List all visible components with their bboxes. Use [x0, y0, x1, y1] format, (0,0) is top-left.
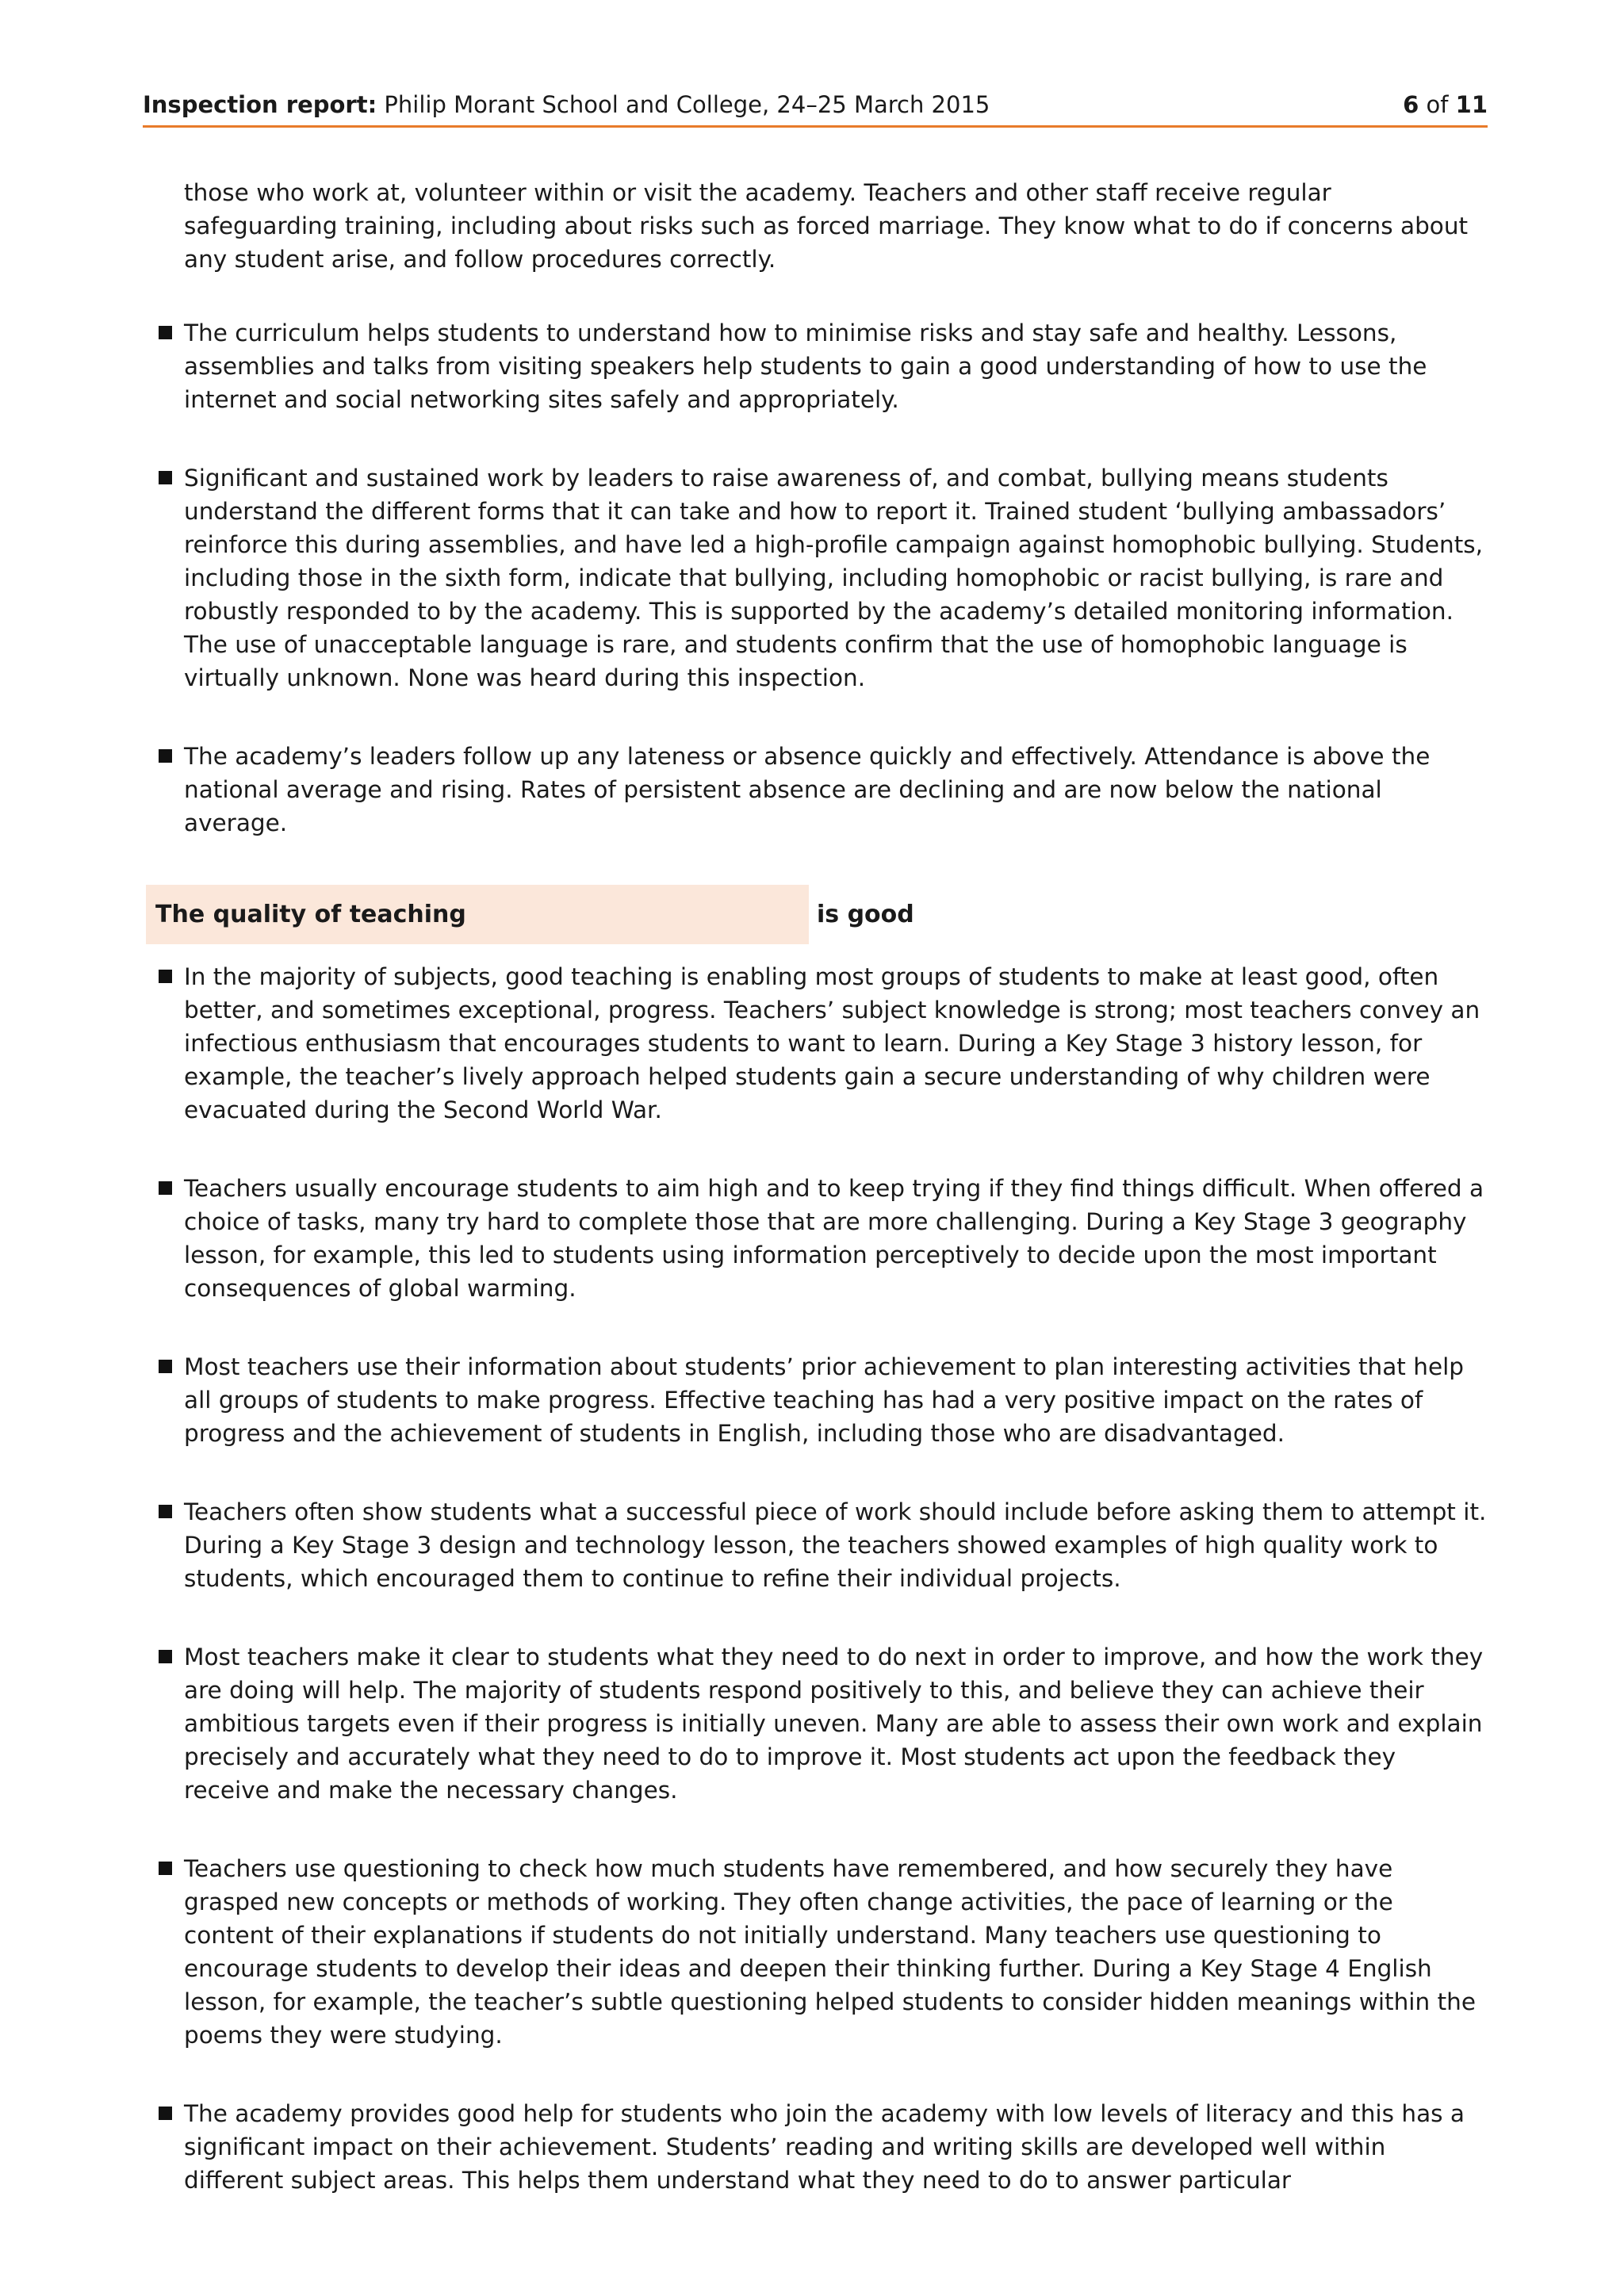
report-title-label: Inspection report: — [143, 91, 377, 118]
list-item — [159, 1495, 1488, 1595]
section-title: The quality of teaching — [155, 901, 466, 928]
list-item — [159, 461, 1488, 695]
list-item — [159, 1172, 1488, 1305]
square-bullet-icon — [159, 2107, 172, 2120]
report-title: Philip Morant School and College, 24–25 March 2015 — [377, 91, 990, 118]
square-bullet-icon — [159, 326, 172, 339]
list-item-text: The academy’s leaders follow up any lateness or absence quickly and effectively. Attendance is above the national average and rising. Rates of persistent absence are declining and are now below the national average. — [184, 743, 1431, 836]
list-item-text: The curriculum helps students to understand how to minimise risks and stay safe and healthy. Lessons, assemblies and talks from visiting speakers help students to gain a good understanding of how to use the internet and social networking sites safely and appropriately. — [184, 320, 1427, 413]
square-bullet-icon — [159, 1650, 172, 1663]
list-item — [159, 1852, 1488, 2052]
page-number — [1403, 87, 1488, 122]
header-divider — [143, 125, 1488, 128]
list-item — [159, 316, 1488, 416]
section-grade: is good — [817, 901, 914, 928]
square-bullet-icon — [159, 970, 172, 983]
list-item — [159, 1640, 1488, 1807]
page-total: 11 — [1455, 91, 1488, 118]
list-item-text: Most teachers use their information about students’ prior achievement to plan interesting activities that help all groups of students to make progress. Effective teaching has had a very positive impact on the rates of progress and the achievement of students in English, including those who are disadvantaged. — [184, 1353, 1465, 1447]
list-item-text: Teachers usually encourage students to aim high and to keep trying if they find things difficult. When offered a choice of tasks, many try hard to complete those that are more challenging. During a Key Stage 3 geography lesson, for example, this led to students using information perceptively to decide upon the most important consequences of global warming. — [184, 1175, 1484, 1302]
square-bullet-icon — [159, 1505, 172, 1518]
list-item — [159, 1350, 1488, 1450]
square-bullet-icon — [159, 1862, 172, 1875]
page-current: 6 — [1403, 91, 1419, 118]
list-item-text: Teachers use questioning to check how much students have remembered, and how securely they have grasped new concepts or methods of working. They often change activities, the pace of learning or the content of their explanations if students do not initially understand. Many teachers use questioning to encourage students to develop their ideas and deepen their thinking further. During a Key Stage 4 English lesson, for example, the teacher’s subtle questioning helped students to consider hidden meanings within the poems they were studying. — [184, 1855, 1476, 2049]
square-bullet-icon — [159, 471, 172, 484]
square-bullet-icon — [159, 1181, 172, 1195]
list-item — [159, 740, 1488, 840]
report-header — [143, 87, 1488, 122]
square-bullet-icon — [159, 1360, 172, 1373]
continued-paragraph: those who work at, volunteer within or visit the academy. Teachers and other staff receive regular safeguarding training, including about risks such as forced marriage. They know what to do if concerns about any student arise, and follow procedures correctly. — [184, 179, 1469, 273]
list-item-text: In the majority of subjects, good teaching is enabling most groups of students to make at least good, often better, and sometimes exceptional, progress. Teachers’ subject knowledge is strong; most teachers convey an infectious enthusiasm that encourages students to want to learn. During a Key Stage 3 history lesson, for example, the teacher’s lively approach helped students gain a secure understanding of why children were evacuated during the Second World War. — [184, 963, 1480, 1123]
list-item-text: Significant and sustained work by leaders to raise awareness of, and combat, bullying means students understand the different forms that it can take and how to report it. Trained student ‘bullying ambassadors’ reinforce this during assemblies, and have led a high-profile campaign against homophobic bullying. Students, including those in the sixth form, indicate that bullying, including homophobic or racist bullying, is rare and robustly responded to by the academy. This is supported by the academy’s detailed monitoring information. The use of unacceptable language is rare, and students confirm that the use of homophobic language is virtually unknown. None was heard during this inspection. — [184, 465, 1484, 691]
section-heading-teaching — [146, 885, 1488, 944]
list-item-text: Most teachers make it clear to students what they need to do next in order to improve, and how the work they are doing will help. The majority of students respond positively to this, and believe they can achieve their ambitious targets even if their progress is initially uneven. Many are able to assess their own work and explain precisely and accurately what they need to do to improve it. Most students act upon the feedback they receive and make the necessary changes. — [184, 1644, 1484, 1804]
square-bullet-icon — [159, 749, 172, 763]
page-separator: of — [1419, 91, 1456, 118]
list-item — [159, 960, 1488, 1127]
list-item-text: Teachers often show students what a successful piece of work should include before asking them to attempt it. During a Key Stage 3 design and technology lesson, the teachers showed examples of high quality work to students, which encouraged them to continue to refine their individual projects. — [184, 1498, 1487, 1592]
list-item-text: The academy provides good help for students who join the academy with low levels of literacy and this has a significant impact on their achievement. Students’ reading and writing skills are developed well within different subject areas. This helps them understand what they need to do to answer particular — [184, 2100, 1465, 2194]
list-item — [159, 2097, 1488, 2197]
report-body — [155, 176, 1488, 2242]
